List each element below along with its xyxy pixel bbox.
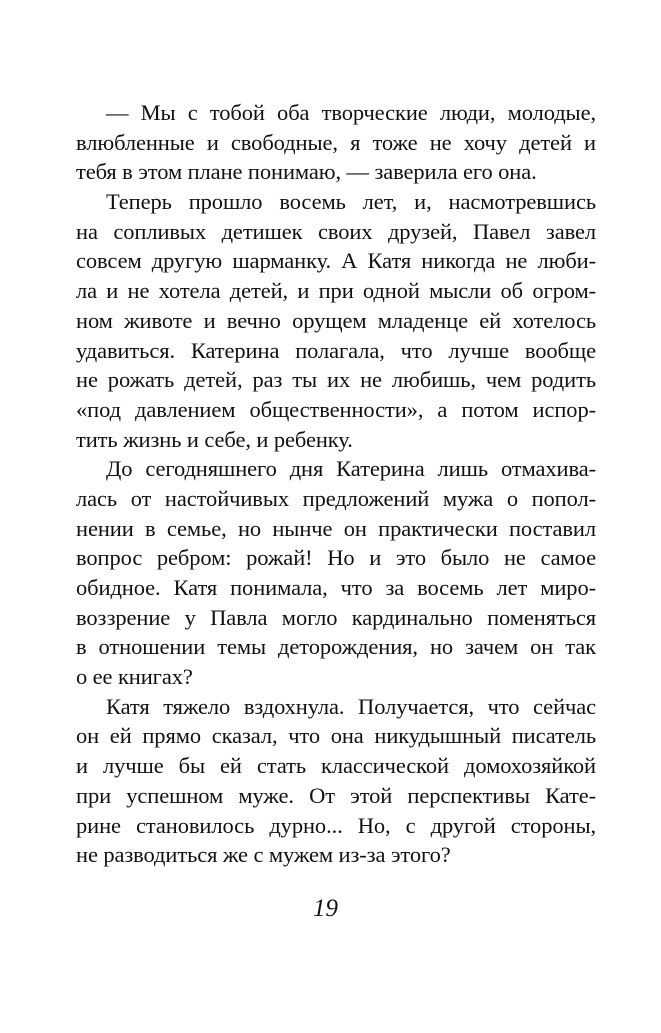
text-line: обидное. Катя понимала, что за восемь лет миро-: [76, 575, 596, 600]
text-line: тебя в этом плане понимаю, — заверила его она.: [76, 159, 537, 185]
text-line: ла и не хотела детей, и при одной мысли об огром-: [76, 278, 596, 304]
text-line: не рожать детей, раз ты их не любишь, чем родить: [76, 367, 596, 393]
text-line: не разводиться же с мужем из-за этого?: [76, 842, 451, 868]
body-text: [76, 98, 596, 870]
paragraph: [76, 454, 596, 692]
text-line: и лучше бы ей стать классической домохозяйкой: [76, 753, 596, 779]
text-line: при успешном муже. От этой перспективы Кате-: [76, 782, 596, 808]
text-line: ном животе и вечно орущем младенце ей хотелось: [76, 307, 596, 333]
text-line: Катя тяжело вздохнула. Получается, что сейчас: [106, 693, 596, 719]
text-line: влюбленные и свободные, я тоже не хочу детей и: [76, 129, 596, 155]
text-line: До сегодняшнего дня Катерина лишь отмахива-: [106, 456, 596, 482]
paragraph: [76, 692, 596, 870]
text-line: «под давлением общественности», а потом испор-: [76, 396, 596, 422]
text-line: лась от настойчивых предложений мужа о попол-: [76, 485, 596, 511]
paragraph: [76, 187, 596, 454]
page-number: 19: [313, 895, 338, 922]
text-line: совсем другую шарманку. А Катя никогда не люби-: [76, 248, 596, 274]
text-line: на сопливых детишек своих друзей, Павел завел: [76, 218, 596, 244]
text-line: воззрение у Павла могло кардинально поменяться: [76, 604, 596, 630]
text-line: вопрос ребром: рожай! Но и это было не самое: [76, 545, 596, 571]
text-line: удавиться. Катерина полагала, что лучше вообще: [76, 337, 596, 363]
text-line: — Мы с тобой оба творческие люди, молодые,: [106, 100, 596, 125]
text-line: рине становилось дурно... Но, с другой стороны,: [76, 812, 596, 838]
text-line: о ее книгах?: [76, 664, 193, 690]
text-line: нении в семье, но нынче он практически поставил: [76, 515, 596, 541]
paragraph: [76, 98, 596, 187]
text-line: тить жизнь и себе, и ребенку.: [76, 426, 353, 452]
text-line: Теперь прошло восемь лет, и, насмотревшись: [106, 189, 596, 215]
text-line: в отношении темы деторождения, но зачем он так: [76, 634, 596, 660]
text-line: он ей прямо сказал, что она никудышный писатель: [76, 723, 596, 749]
